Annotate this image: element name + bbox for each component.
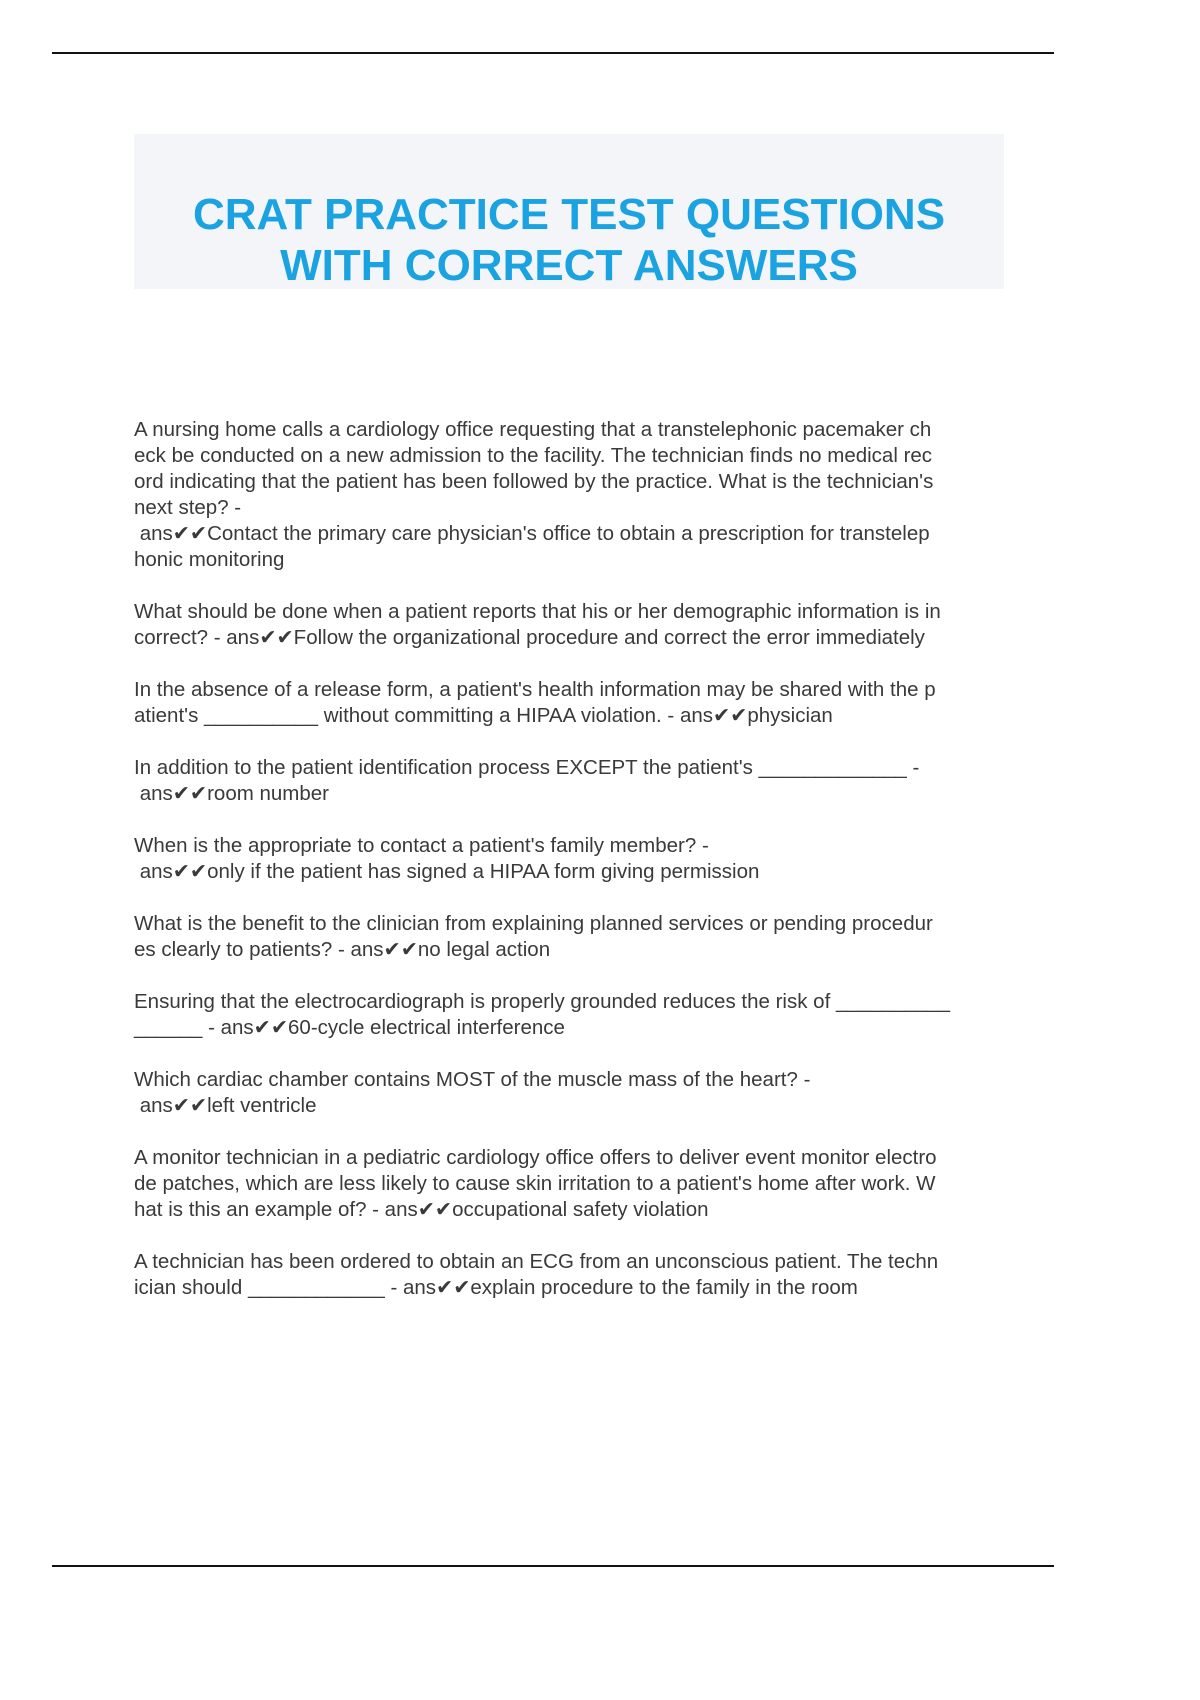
- top-divider: [52, 52, 1054, 54]
- text-line: ______ - ans✔✔60-cycle electrical interference: [134, 1016, 565, 1039]
- text-line: A monitor technician in a pediatric cardiology office offers to deliver event monitor electro: [134, 1146, 937, 1169]
- text-line: ician should ____________ - ans✔✔explain procedure to the family in the room: [134, 1276, 858, 1299]
- text-line: A technician has been ordered to obtain an ECG from an unconscious patient. The techn: [134, 1250, 939, 1273]
- question-answer-item: [134, 833, 1034, 885]
- text-line: In the absence of a release form, a patient's health information may be shared with the p: [134, 678, 936, 701]
- question-answer-item: [134, 1249, 1034, 1301]
- question-answer-item: [134, 1145, 1034, 1223]
- text-line: hat is this an example of? - ans✔✔occupational safety violation: [134, 1198, 709, 1221]
- text-line: de patches, which are less likely to cause skin irritation to a patient's home after work. W: [134, 1172, 936, 1195]
- text-line: ans✔✔left ventricle: [134, 1094, 317, 1117]
- question-answer-item: [134, 1067, 1034, 1119]
- question-answer-item: [134, 755, 1034, 807]
- text-line: ans✔✔room number: [134, 782, 330, 805]
- question-answer-item: [134, 417, 1034, 573]
- text-line: es clearly to patients? - ans✔✔no legal action: [134, 938, 551, 961]
- document-title: [134, 189, 1004, 291]
- text-line: next step? -: [134, 496, 242, 519]
- text-line: What should be done when a patient reports that his or her demographic information is in: [134, 600, 941, 623]
- question-answer-list: [134, 417, 1034, 1327]
- text-line: What is the benefit to the clinician from explaining planned services or pending procedur: [134, 912, 933, 935]
- text-line: In addition to the patient identification process EXCEPT the patient's _____________ -: [134, 756, 920, 779]
- text-line: Ensuring that the electrocardiograph is properly grounded reduces the risk of __________: [134, 990, 950, 1013]
- title-line-2: WITH CORRECT ANSWERS: [280, 241, 858, 290]
- text-line: eck be conducted on a new admission to the facility. The technician finds no medical rec: [134, 444, 933, 467]
- text-line: honic monitoring: [134, 548, 285, 571]
- question-answer-item: [134, 677, 1034, 729]
- text-line: ans✔✔Contact the primary care physician's office to obtain a prescription for transtelep: [134, 522, 930, 545]
- text-line: When is the appropriate to contact a patient's family member? -: [134, 834, 709, 857]
- question-answer-item: [134, 911, 1034, 963]
- title-banner: [134, 134, 1004, 289]
- text-line: Which cardiac chamber contains MOST of the muscle mass of the heart? -: [134, 1068, 811, 1091]
- bottom-divider: [52, 1565, 1054, 1567]
- text-line: correct? - ans✔✔Follow the organizational procedure and correct the error immediately: [134, 626, 925, 649]
- title-line-1: CRAT PRACTICE TEST QUESTIONS: [192, 190, 946, 239]
- text-line: ord indicating that the patient has been followed by the practice. What is the technician's: [134, 470, 934, 493]
- text-line: A nursing home calls a cardiology office requesting that a transtelephonic pacemaker ch: [134, 418, 932, 441]
- question-answer-item: [134, 989, 1034, 1041]
- text-line: atient's __________ without committing a HIPAA violation. - ans✔✔physician: [134, 704, 833, 727]
- text-line: ans✔✔only if the patient has signed a HIPAA form giving permission: [134, 860, 760, 883]
- question-answer-item: [134, 599, 1034, 651]
